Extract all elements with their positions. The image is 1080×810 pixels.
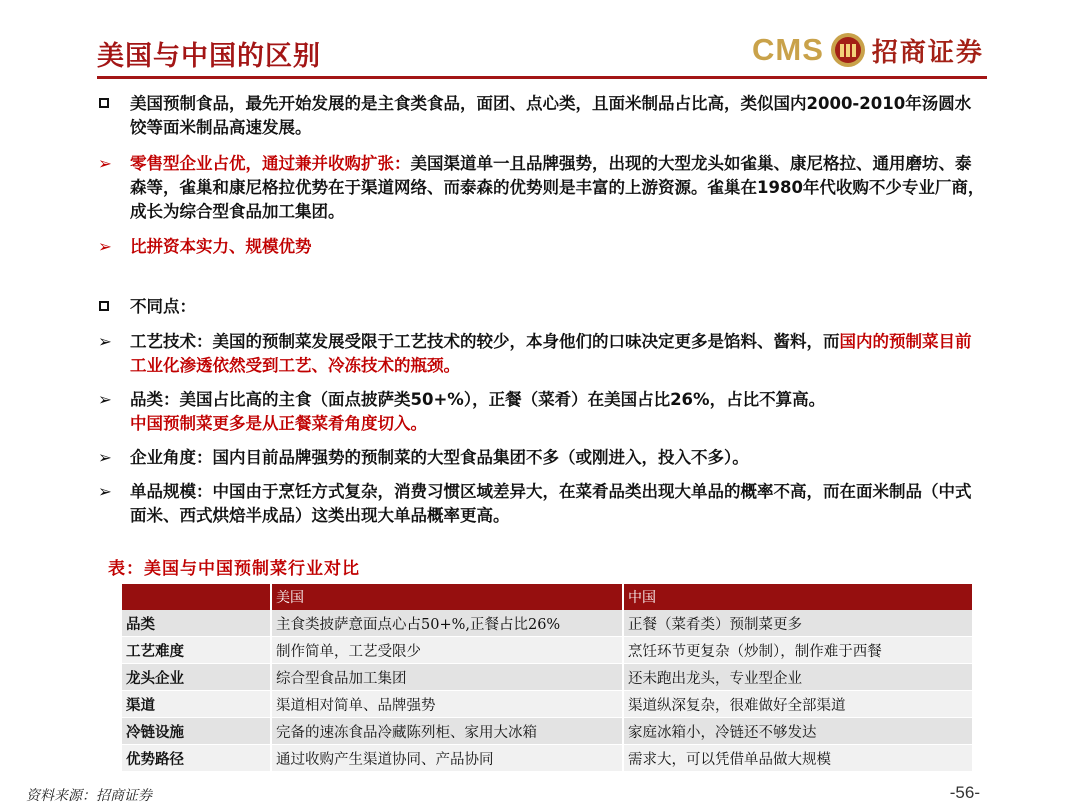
column-header: 美国: [271, 584, 623, 610]
bullet-text: 不同点：: [130, 297, 196, 316]
table-header-row: [122, 584, 973, 610]
table-cell: 完备的速冻食品冷藏陈列柜、家用大冰箱: [271, 718, 623, 745]
source-note: 资料来源：招商证券: [26, 788, 152, 804]
table-row: [122, 637, 973, 664]
bullet-text: 企业角度：国内目前品牌强势的预制菜的大型食品集团不多（或刚进入，投入不多）。: [130, 448, 749, 467]
table-caption: 表：美国与中国预制菜行业对比: [108, 559, 360, 579]
arrow-bullet-icon: ➢: [98, 390, 112, 409]
square-bullet-icon: [99, 301, 109, 311]
table-cell: 需求大，可以凭借单品做大规模: [623, 745, 973, 772]
row-label: 冷链设施: [122, 718, 271, 745]
page-number: -56-: [949, 783, 980, 802]
logo-emblem-icon: [830, 32, 866, 68]
bullet-item: [96, 92, 986, 140]
table-cell: 正餐（菜肴类）预制菜更多: [623, 610, 973, 637]
arrow-bullet-icon: ➢: [98, 154, 112, 173]
logo-text-cn: 招商证券: [871, 37, 984, 68]
bullet-text: 美国预制食品，最先开始发展的是主食类食品，面团、点心类，且面米制品占比高，类似国内2000-2010年汤圆水饺等面米制品高速发展。: [130, 94, 972, 137]
table-cell: 渠道相对简单、品牌强势: [271, 691, 623, 718]
row-label: 优势路径: [122, 745, 271, 772]
row-label: 品类: [122, 610, 271, 637]
table-row: [122, 718, 973, 745]
table-cell: 通过收购产生渠道协同、产品协同: [271, 745, 623, 772]
bullet-item: [96, 152, 986, 224]
bullet-list: [96, 92, 986, 528]
table-row: [122, 691, 973, 718]
bullet-item: [96, 235, 986, 259]
bullet-text: 单品规模：中国由于烹饪方式复杂，消费习惯区域差异大，在菜肴品类出现大单品的概率不高，而在面米制品（中式面米、西式烘焙半成品）这类出现大单品概率更高。: [130, 482, 972, 525]
row-label: 渠道: [122, 691, 271, 718]
bullet-item: [96, 295, 986, 319]
table-cell: 综合型食品加工集团: [271, 664, 623, 691]
row-label: 工艺难度: [122, 637, 271, 664]
arrow-bullet-icon: ➢: [98, 237, 112, 256]
bullet-highlight: 国内的预制菜目前工业化渗透依然受到工艺、冷冻技术的瓶颈。: [130, 332, 972, 375]
square-bullet-icon: [99, 98, 109, 108]
page-title: 美国与中国的区别: [97, 41, 321, 72]
bullet-highlight: 中国预制菜更多是从正餐菜肴角度切入。: [130, 414, 427, 433]
bullet-item: [96, 330, 986, 378]
table-cell: 还未跑出龙头，专业型企业: [623, 664, 973, 691]
table-row: [122, 745, 973, 772]
table-cell: 烹饪环节更复杂（炒制），制作难于西餐: [623, 637, 973, 664]
bullet-highlight: 零售型企业占优，通过兼并收购扩张：: [130, 154, 411, 173]
arrow-bullet-icon: ➢: [98, 332, 112, 351]
bullet-text: 工艺技术：美国的预制菜发展受限于工艺技术的较少，本身他们的口味决定更多是馅料、酱料，而: [130, 332, 840, 351]
bullet-text: 美国渠道单一且品牌强势，出现的大型龙头如雀巢、康尼格拉、通用磨坊、泰森等，雀巢和康尼格拉优势在于渠道网络、而泰森的优势则是丰富的上游资源。雀巢在1980年代收购不少专业厂商，成长为综合型食品加工集团。: [130, 154, 985, 221]
table-cell: 主食类披萨意面点心占50+%,正餐占比26%: [271, 610, 623, 637]
arrow-bullet-icon: ➢: [98, 448, 112, 467]
table-cell: 家庭冰箱小，冷链还不够发达: [623, 718, 973, 745]
row-label: 龙头企业: [122, 664, 271, 691]
column-header: [122, 584, 271, 610]
bullet-text: 品类：美国占比高的主食（面点披萨类50+%），正餐（菜肴）在美国占比26%，占比不算高。: [130, 390, 826, 409]
bullet-item: [96, 480, 986, 528]
title-rule: [97, 76, 987, 79]
arrow-bullet-icon: ➢: [98, 482, 112, 501]
table-row: [122, 610, 973, 637]
column-header: 中国: [623, 584, 973, 610]
bullet-item: [96, 388, 986, 436]
table-cell: 渠道纵深复杂，很难做好全部渠道: [623, 691, 973, 718]
comparison-table: [122, 584, 974, 772]
company-logo: [752, 28, 984, 72]
table-cell: 制作简单，工艺受限少: [271, 637, 623, 664]
table-row: [122, 664, 973, 691]
bullet-highlight: 比拼资本实力、规模优势: [130, 237, 312, 256]
bullet-item: [96, 446, 986, 470]
logo-text-latin: CMS: [752, 32, 824, 67]
